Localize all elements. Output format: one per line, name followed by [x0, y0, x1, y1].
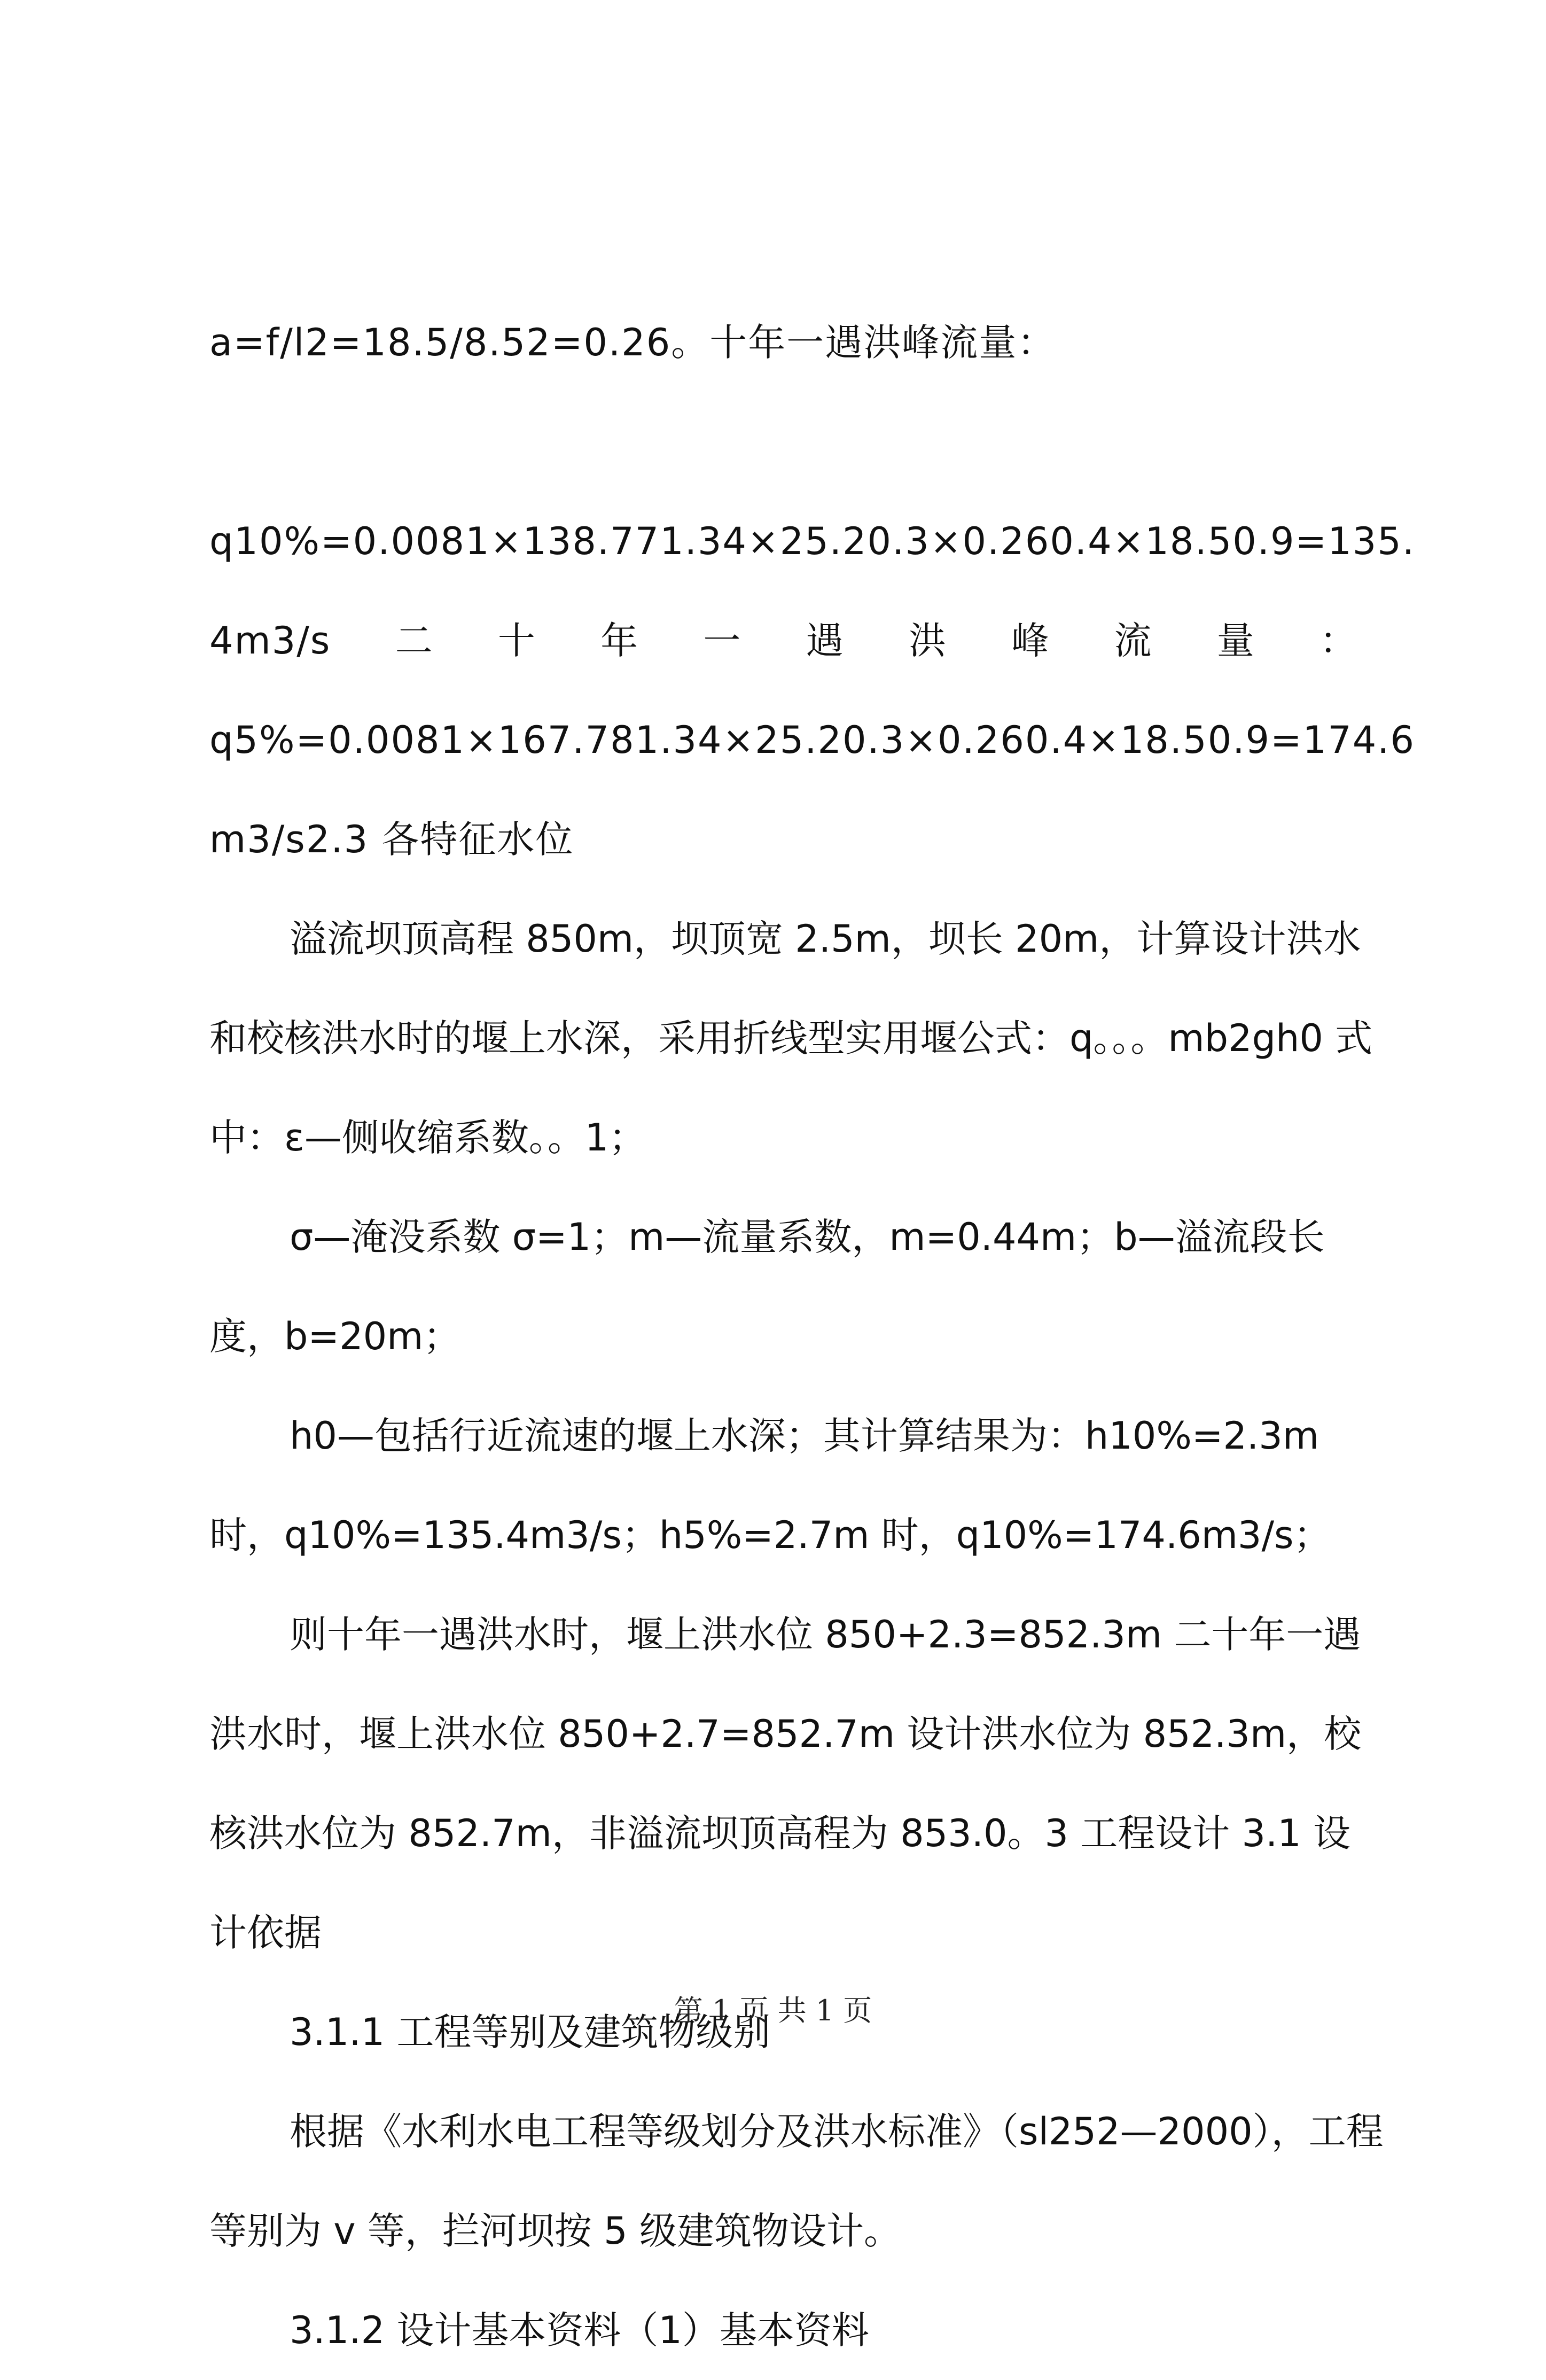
justified-token: 洪	[908, 619, 947, 663]
justified-token: 流	[1114, 619, 1153, 663]
paragraph-weir-description: 溢流坝顶高程 850m，坝顶宽 2.5m，坝长 20m，计算设计洪水和校核洪水时的堰上水深，采用折线型实用堰公式：q。。。mb2gh0 式中：ε—侧收缩系数。。1；	[209, 917, 1373, 1160]
paragraph-flood-levels: 则十年一遇洪水时，堰上洪水位 850+2.3=852.3m 二十年一遇洪水时，堰上洪水位 850+2.7=852.7m 设计洪水位为 852.3m，校核洪水位为 852.7m，非溢流坝顶高程为 853.0。3 工程设计 3.1 设计依据	[209, 1613, 1362, 1955]
justified-token: 遇	[806, 619, 845, 663]
paragraph-coefficients: σ—淹没系数 σ=1；m—流量系数，m=0.44m；b—溢流段长度，b=20m；	[209, 1215, 1325, 1358]
justified-token: ：	[1319, 619, 1358, 663]
section-heading-3-1-2: 3.1.2 设计基本资料（1）基本资料	[290, 2308, 869, 2352]
justified-token: 二	[395, 619, 434, 663]
formula-line-3: q5%=0.0081×167.781.34×25.20.3×0.260.4×18.50.9=174.6	[209, 718, 1416, 762]
page-footer: 第 1 页 共 1 页	[674, 1994, 872, 2027]
justified-token: 量	[1216, 619, 1255, 663]
justified-token: 一	[703, 619, 742, 663]
paragraph-standard: 根据《水利水电工程等级划分及洪水标准》（sl252—2000），工程等别为 v 等，拦河坝按 5 级建筑物设计。	[209, 2110, 1384, 2253]
paragraph-calculation-results: h0—包括行近流速的堰上水深；其计算结果为：h10%=2.3m 时，q10%=135.4m3/s；h5%=2.7m 时，q10%=174.6m3/s；	[209, 1414, 1331, 1557]
justified-token: 峰	[1011, 619, 1050, 663]
section-heading-3-1-1: 3.1.1 工程等别及建筑物级别	[290, 2010, 771, 2054]
justified-token: 十	[497, 619, 536, 663]
formula-line-1: a=f/l2=18.5/8.52=0.26。十年一遇洪峰流量：	[209, 321, 1056, 364]
justified-token: 年	[600, 619, 639, 663]
justified-line	[209, 591, 1358, 690]
formula-line-2: q10%=0.0081×138.771.34×25.20.3×0.260.4×18.50.9=135.	[209, 519, 1416, 563]
document-body	[209, 293, 1416, 2380]
justified-token: 4m3/s	[209, 619, 331, 663]
section-heading-2-3: m3/s2.3 各特征水位	[209, 818, 574, 861]
